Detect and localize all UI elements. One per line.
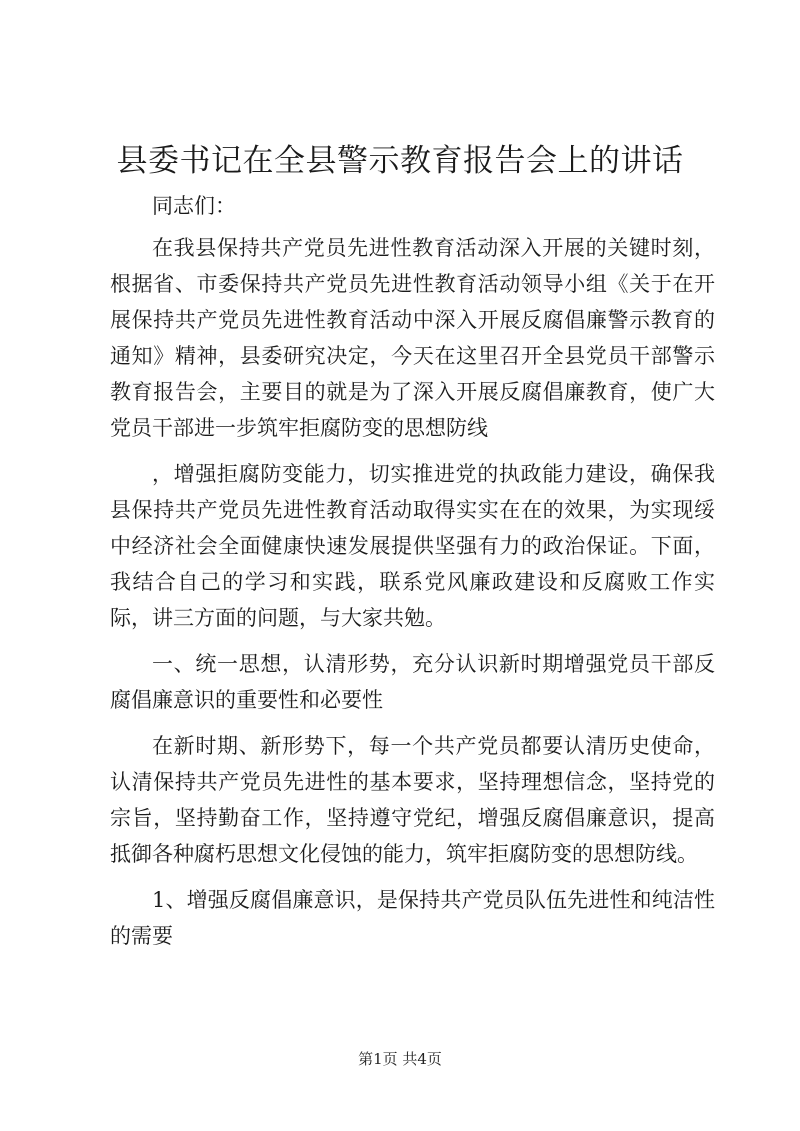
body-paragraph: ，增强拒腐防变能力，切实推进党的执政能力建设，确保我县保持共产党员先进性教育活动取得实实在在的效果，为实现绥中经济社会全面健康快速发展提供坚强有力的政治保证。下面，我结合自己的学习和实践，联系党风廉政建设和反腐败工作实际，讲三方面的问题，与大家共勉。: [110, 462, 715, 630]
document-title: 县委书记在全县警示教育报告会上的讲话: [116, 143, 684, 179]
page-footer: 第1页 共4页: [358, 1050, 442, 1068]
greeting-paragraph: 同志们：: [152, 194, 236, 218]
body-paragraph: 在我县保持共产党员先进性教育活动深入开展的关键时刻，根据省、市委保持共产党员先进性教育活动领导小组《关于在开展保持共产党员先进性教育活动中深入开展反腐倡廉警示教育的通知》精神，县委研究决定，今天在这里召开全县党员干部警示教育报告会，主要目的就是为了深入开展反腐倡廉教育，使广大党员干部进一步筑牢拒腐防变的思想防线: [110, 236, 715, 440]
document-body: [110, 188, 715, 964]
body-paragraph: 在新时期、新形势下，每一个共产党员都要认清历史使命，认清保持共产党员先进性的基本要求，坚持理想信念，坚持党的宗旨，坚持勤奋工作，坚持遵守党纪，增强反腐倡廉意识，提高抵御各种腐朽思想文化侵蚀的能力，筑牢拒腐防变的思想防线。: [110, 734, 715, 866]
subsection-heading: 1、增强反腐倡廉意识，是保持共产党员队伍先进性和纯洁性的需要: [110, 888, 715, 948]
section-heading: 一、统一思想，认清形势，充分认识新时期增强党员干部反腐倡廉意识的重要性和必要性: [110, 652, 715, 712]
